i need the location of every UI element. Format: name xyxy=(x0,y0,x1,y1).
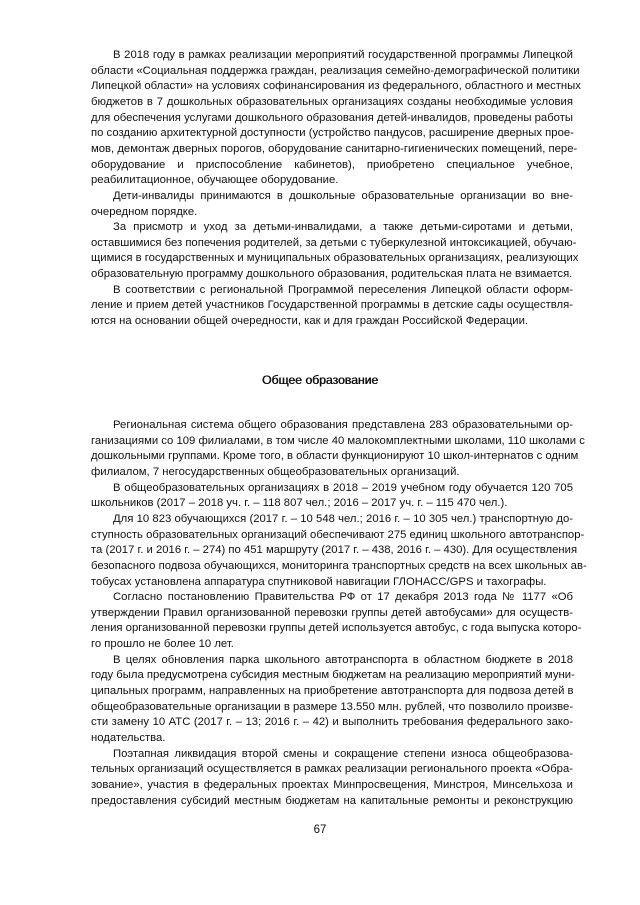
text-line: ципальных программ, направленных на приобретение автотранспорта для подвоза детей в xyxy=(91,685,574,698)
text-line: области «Социальная поддержка граждан, реализация семейно-демографической политики xyxy=(91,64,580,77)
text-line: ганизациями со 109 филиалами, в том числе 40 малокомплектными школами, 110 школами с xyxy=(91,434,585,447)
text-line: Для 10 823 обучающихся (2017 г. – 10 548 чел.; 2016 г. – 10 305 чел.) транспортную до- xyxy=(113,512,573,525)
text-line: В соответствии с региональной Программой переселения Липецкой области оформ- xyxy=(113,283,573,296)
text-line: щимися в государственных и муниципальных образовательных организациях, реализующих xyxy=(91,252,579,265)
text-line: предоставления субсидий местным бюджетам на капитальные ремонты и реконструкцию xyxy=(91,794,573,807)
section-heading: Общее образование xyxy=(261,373,379,387)
text-line: тельных организаций осуществляется в рамках реализации регионального проекта «Обра- xyxy=(91,763,573,776)
text-line: школьников (2017 – 2018 уч. г. – 118 807 чел.; 2016 – 2017 уч. г. – 115 470 чел.). xyxy=(91,497,508,510)
text-line: ления организованной перевозки группы детей используется автобус, с года выпуска которо- xyxy=(91,622,582,635)
text-line: ление и прием детей участников Государственной программы в детские сады осуществля- xyxy=(91,299,573,312)
text-line: тобусах установлена аппаратура спутниковой навигации ГЛОНАСС/GPS и тахографы. xyxy=(91,575,547,588)
text-line: Региональная система общего образования представлена 283 образовательными ор- xyxy=(113,419,573,431)
text-line: образовательную программу дошкольного образования, родительская плата не взимается. xyxy=(91,268,573,281)
text-line: оставшимися без попечения родителей, за детьми с туберкулезной интоксикацией, обучаю- xyxy=(91,236,577,249)
text-line: Согласно постановлению Правительства РФ от 17 декабря 2013 года № 1177 «Об xyxy=(113,591,573,604)
page-number: 67 xyxy=(313,824,327,836)
text-line: по созданию архитектурной доступности (устройство пандусов, расширение дверных прое- xyxy=(91,127,574,140)
text-line: Дети-инвалиды принимаются в дошкольные образовательные организации во вне- xyxy=(113,189,573,202)
text-line: ступность образовательных организаций обеспечивают 275 единиц школьного автотранспор- xyxy=(91,528,585,541)
text-line: реабилитационное, обучающее оборудование. xyxy=(91,174,339,187)
text-line: нодательства. xyxy=(91,732,166,744)
text-line: Липецкой области» на условиях софинансирования из федерального, областного и местных xyxy=(91,80,581,93)
text-line: В целях обновления парка школьного автотранспорта в областном бюджете в 2018 xyxy=(113,653,573,666)
text-line: оборудование и приспособление кабинетов), приобретено специальное учебное, xyxy=(91,158,573,171)
text-line: В общеобразовательных организациях в 2018 – 2019 учебном году обучается 120 705 xyxy=(113,481,573,494)
text-line: утверждении Правил организованной перевозки группы детей автобусами» для осуществ- xyxy=(91,606,573,619)
text-line: дошкольными группами. Кроме того, в области функционируют 10 школ-интернатов с одним xyxy=(91,450,579,463)
text-line: В 2018 году в рамках реализации мероприятий государственной программы Липецкой xyxy=(113,49,573,61)
text-line: Поэтапная ликвидация второй смены и сокращение степени износа общеобразова- xyxy=(113,747,573,760)
text-line: мов, демонтаж дверных порогов, оборудование санитарно-гигиенических помещений, пере- xyxy=(91,142,578,155)
text-line: очередном порядке. xyxy=(91,205,198,218)
text-line: го прошло не более 10 лет. xyxy=(91,638,234,651)
text-line: для обеспечения услугами дошкольного образования детей-инвалидов, проведены работы xyxy=(91,111,573,124)
text-line: филиалом, 7 негосударственных общеобразовательных организаций. xyxy=(91,465,460,478)
text-line: За присмотр и уход за детьми-инвалидами, а также детьми-сиротами и детьми, xyxy=(113,221,573,234)
text-line: сти замену 10 АТС (2017 г. – 13; 2016 г. – 42) и выполнить требования федерального зако- xyxy=(91,716,573,729)
text-line: зование», участия в федеральных проектах Минпросвещения, Минстроя, Минсельхоза и xyxy=(91,778,573,791)
text-line: безопасного подвоза обучающихся, мониторинга транспортных средств на всех школьных ав- xyxy=(91,559,587,572)
text-line: общеобразовательные организации в размере 13.550 млн. рублей, что позволило произве- xyxy=(91,700,574,713)
text-line: году была предусмотрена субсидия местным бюджетам на реализацию мероприятий муни- xyxy=(91,669,575,682)
text-line: та (2017 г. и 2016 г. – 274) по 451 маршруту (2017 г. – 438, 2016 г. – 430). Для осуществления xyxy=(91,544,578,557)
text-line: бюджетов в 7 дошкольных образовательных организациях созданы необходимые условия xyxy=(91,95,573,108)
text-line: ются на основании общей очередности, как и для граждан Российской Федерации. xyxy=(91,315,529,328)
